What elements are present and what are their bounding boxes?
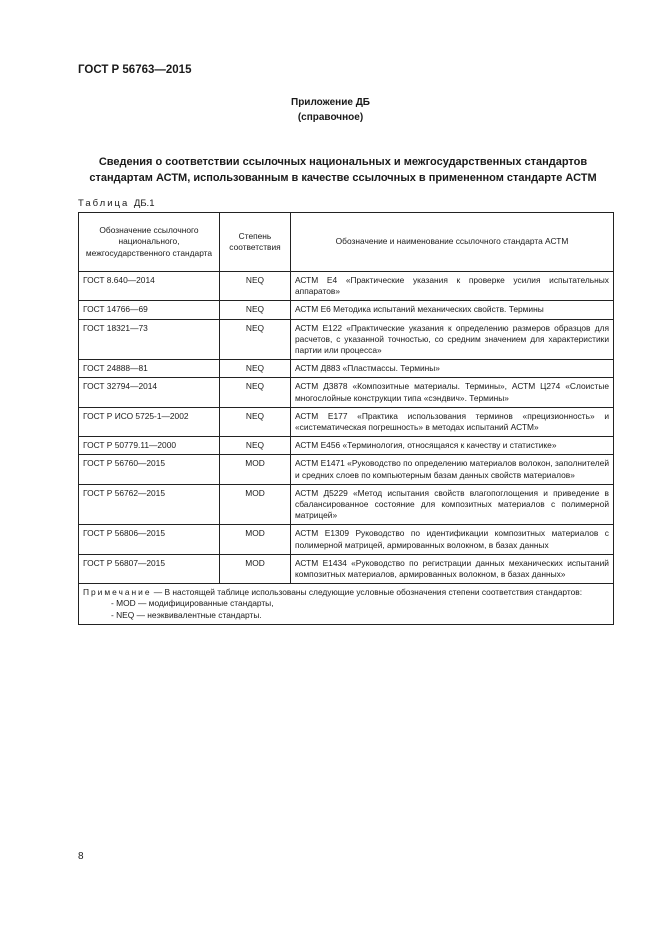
cell-standard: ГОСТ Р ИСО 5725-1—2002	[79, 407, 220, 436]
note-item-neq: - NEQ — неэквивалентные стандарты.	[111, 609, 262, 620]
table-row	[79, 455, 614, 484]
table-row	[79, 360, 614, 378]
appendix-subtitle: (справочное)	[297, 112, 364, 123]
cell-degree: NEQ	[220, 360, 291, 378]
cell-astm: АСТМ Е1434 «Руководство по регистрации данных механических испытаний композитных материалов, армированных волокном, в базах данных»	[291, 554, 614, 583]
table-row	[79, 301, 614, 319]
cell-standard: ГОСТ 24888—81	[79, 360, 220, 378]
cell-standard: ГОСТ Р 56807—2015	[79, 554, 220, 583]
table-row	[79, 554, 614, 583]
table-note-row	[79, 584, 614, 625]
correspondence-table	[78, 212, 614, 625]
note-text-line	[83, 587, 609, 598]
column-header-astm: Обозначение и наименование ссылочного стандарта АСТМ	[291, 213, 614, 272]
cell-degree: NEQ	[220, 272, 291, 301]
cell-standard: ГОСТ 8.640—2014	[79, 272, 220, 301]
appendix-title: Приложение ДБ	[291, 97, 370, 108]
column-header-degree: Степень соответствия	[220, 213, 291, 272]
note-text: — В настоящей таблице использованы следующие условные обозначения степени соответствия стандартов:	[151, 587, 583, 598]
cell-astm: АСТМ Е177 «Практика использования терминов «прецизионность» и «систематическая погрешность» в методах испытаний АСТМ»	[291, 407, 614, 436]
heading-line-1: Сведения о соответствии ссылочных национальных и межгосударственных стандартов	[98, 156, 588, 168]
appendix-block	[0, 95, 661, 125]
table-row	[79, 484, 614, 525]
cell-astm: АСТМ Д883 «Пластмассы. Термины»	[291, 360, 614, 378]
note-item-mod: - MOD — модифицированные стандарты,	[111, 598, 274, 609]
table-row	[79, 437, 614, 455]
cell-degree: NEQ	[220, 301, 291, 319]
cell-degree: MOD	[220, 484, 291, 525]
page-number: 8	[78, 851, 84, 862]
cell-astm: АСТМ Е1309 Руководство по идентификации композитных материалов с полимерной матрицей, армированных волокном, в базах данных	[291, 525, 614, 554]
table-row	[79, 407, 614, 436]
cell-degree: MOD	[220, 554, 291, 583]
cell-degree: NEQ	[220, 378, 291, 407]
document-code: ГОСТ Р 56763—2015	[78, 64, 192, 76]
table-row	[79, 378, 614, 407]
cell-standard: ГОСТ Р 56762—2015	[79, 484, 220, 525]
cell-degree: MOD	[220, 455, 291, 484]
cell-standard: ГОСТ Р 56806—2015	[79, 525, 220, 554]
table-caption-label: Таблица	[78, 198, 130, 209]
cell-astm: АСТМ Е6 Методика испытаний механических свойств. Термины	[291, 301, 614, 319]
cell-astm: АСТМ Е1471 «Руководство по определению материалов волокон, заполнителей и средних слоев по компьютерным базам данных свойств материалов»	[291, 455, 614, 484]
table-caption-number: ДБ.1	[133, 198, 155, 209]
cell-standard: ГОСТ Р 50779.11—2000	[79, 437, 220, 455]
cell-degree: NEQ	[220, 437, 291, 455]
table-row	[79, 525, 614, 554]
cell-standard: ГОСТ 18321—73	[79, 319, 220, 360]
cell-astm: АСТМ Е122 «Практические указания к определению размеров образцов для расчетов, с указанной точностью, со средним значением для характеристики партии или процесса»	[291, 319, 614, 360]
cell-degree: MOD	[220, 525, 291, 554]
cell-standard: ГОСТ 14766—69	[79, 301, 220, 319]
cell-standard: ГОСТ 32794—2014	[79, 378, 220, 407]
cell-astm: АСТМ Е4 «Практические указания к проверке усилия испытательных аппаратов»	[291, 272, 614, 301]
table-row	[79, 272, 614, 301]
table-row	[79, 319, 614, 360]
table-header-row	[79, 213, 614, 272]
column-header-standard: Обозначение ссылочного национального, межгосударственного стандарта	[79, 213, 220, 272]
cell-degree: NEQ	[220, 319, 291, 360]
heading-line-2: стандартам АСТМ, использованным в качестве ссылочных в примененном стандарте АСТМ	[89, 172, 597, 184]
cell-standard: ГОСТ Р 56760—2015	[79, 455, 220, 484]
cell-astm: АСТМ Д3878 «Композитные материалы. Термины», АСТМ Ц274 «Слоистые многослойные конструкции типа «сэндвич». Термины»	[291, 378, 614, 407]
note-label: Примечание	[83, 587, 152, 598]
cell-astm: АСТМ Д5229 «Метод испытания свойств влагопоглощения и приведение в сбалансированное состояние для композитных материалов с полимерной матрицей»	[291, 484, 614, 525]
section-heading	[78, 154, 608, 186]
table-note	[79, 584, 614, 625]
cell-astm: АСТМ Е456 «Терминология, относящаяся к качеству и статистике»	[291, 437, 614, 455]
cell-degree: NEQ	[220, 407, 291, 436]
table-caption	[78, 198, 154, 209]
